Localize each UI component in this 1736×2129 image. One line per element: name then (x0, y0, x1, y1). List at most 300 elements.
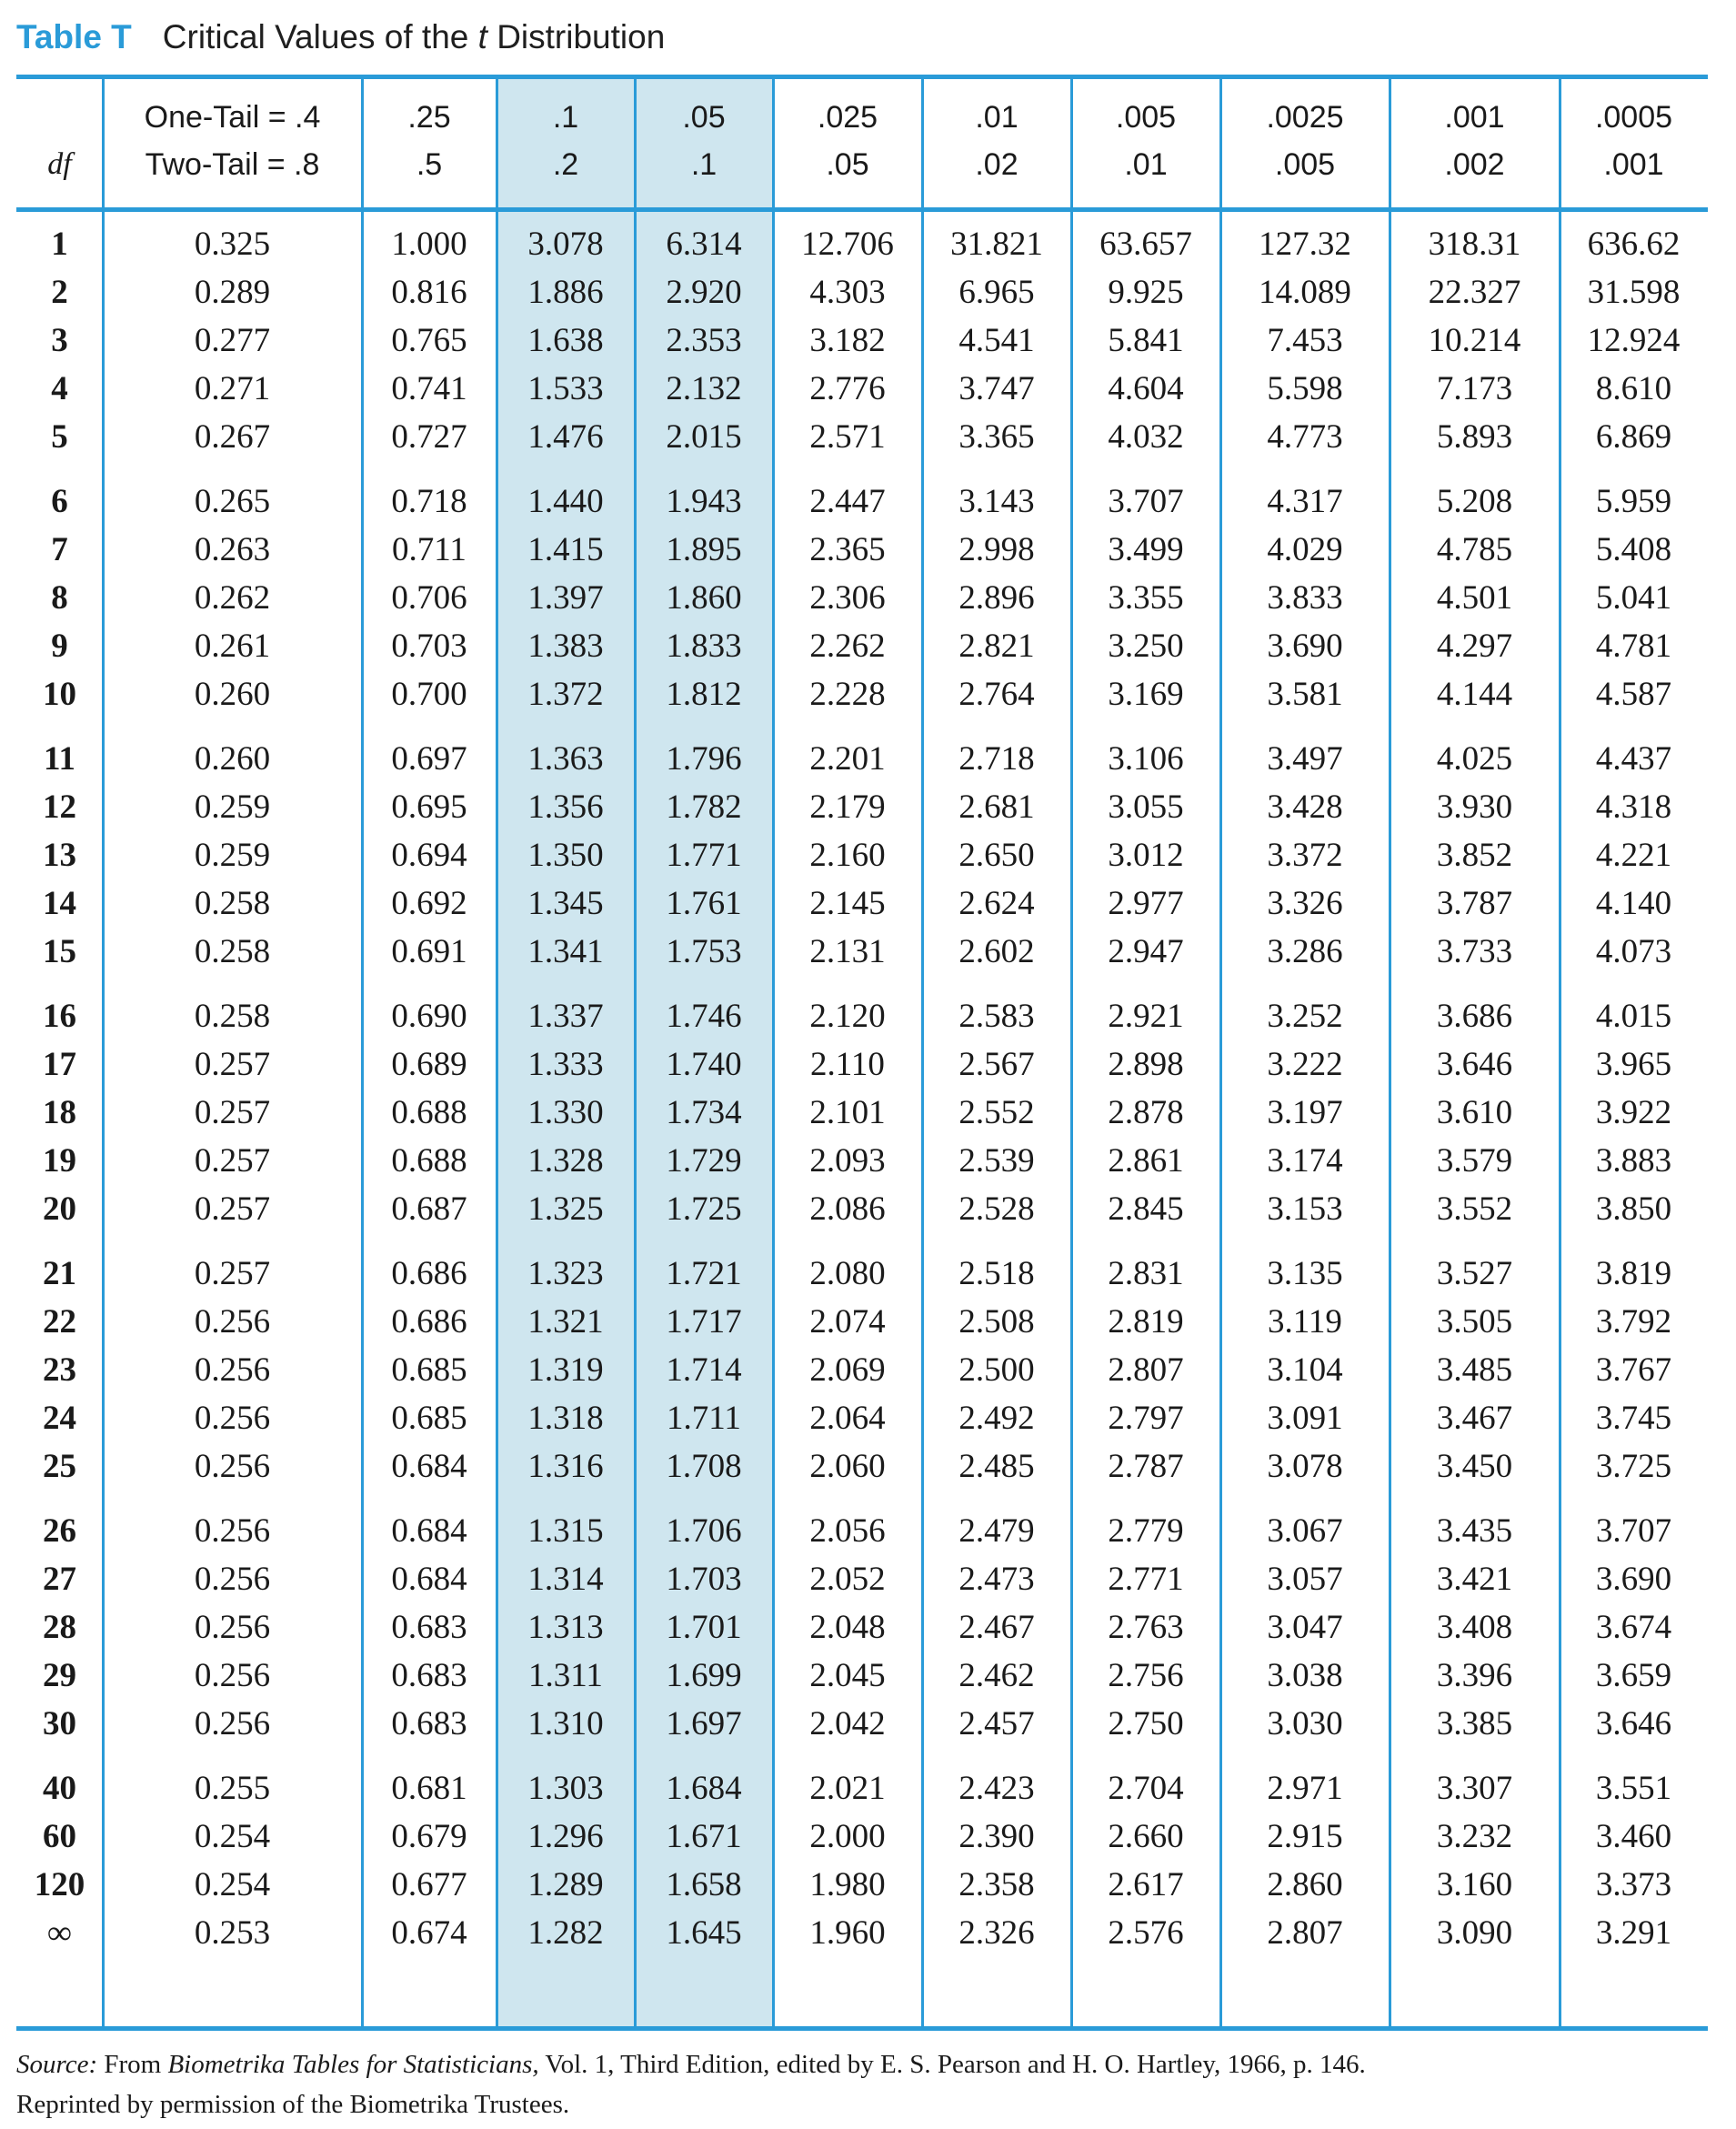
value-cell: 2.101 (809, 1094, 886, 1131)
value-cell: 1.960 (809, 1914, 886, 1952)
value-cell: 3.057 (1267, 1561, 1343, 1598)
value-cell: 1.714 (666, 1351, 742, 1389)
value-cell: 1.699 (666, 1657, 742, 1694)
value-cell: 2.145 (809, 885, 886, 922)
value-cell: 1.717 (666, 1303, 742, 1341)
df-cell: 28 (43, 1609, 76, 1646)
value-cell: 2.528 (958, 1190, 1035, 1228)
table-row (16, 735, 1708, 783)
value-cell: 1.684 (666, 1770, 742, 1807)
value-cell: 2.650 (958, 837, 1035, 874)
value-cell: 0.254 (194, 1866, 271, 1903)
value-cell: 0.685 (391, 1351, 467, 1389)
value-cell: 3.055 (1108, 788, 1184, 826)
header-two-tail: .005 (1274, 147, 1336, 182)
t-distribution-table (16, 75, 1708, 2030)
value-cell: 1.303 (527, 1770, 604, 1807)
table-row (16, 1089, 1708, 1137)
df-cell: 26 (43, 1512, 76, 1550)
value-cell: 2.353 (666, 322, 742, 359)
value-cell: 2.779 (1108, 1512, 1184, 1550)
value-cell: 1.658 (666, 1866, 742, 1903)
value-cell: 3.232 (1436, 1818, 1513, 1855)
value-cell: 2.074 (809, 1303, 886, 1341)
value-cell: 2.583 (958, 998, 1035, 1035)
value-cell: 0.686 (391, 1255, 467, 1292)
value-cell: 3.922 (1595, 1094, 1672, 1131)
header-one-tail: .0025 (1266, 100, 1344, 135)
value-cell: 14.089 (1259, 274, 1351, 311)
value-cell: 4.773 (1267, 418, 1343, 456)
df-cell: 120 (34, 1866, 85, 1903)
table-row (16, 1861, 1708, 1909)
df-cell: 7 (51, 531, 68, 568)
value-cell: 3.852 (1436, 837, 1513, 874)
table-row (16, 574, 1708, 622)
value-cell: 3.497 (1267, 740, 1343, 778)
value-cell: 0.697 (391, 740, 467, 778)
value-cell: 0.684 (391, 1512, 467, 1550)
table-row (16, 1813, 1708, 1861)
table-row (16, 831, 1708, 879)
value-cell: 1.943 (666, 483, 742, 520)
value-cell: 2.571 (809, 418, 886, 456)
value-cell: 0.694 (391, 837, 467, 874)
df-cell: 14 (43, 885, 76, 922)
value-cell: 3.787 (1436, 885, 1513, 922)
value-cell: 2.920 (666, 274, 742, 311)
value-cell: 1.397 (527, 579, 604, 617)
value-cell: 2.086 (809, 1190, 886, 1228)
header-two-tail: .02 (975, 147, 1019, 182)
value-cell: 3.408 (1436, 1609, 1513, 1646)
value-cell: 3.551 (1595, 1770, 1672, 1807)
df-cell: 29 (43, 1657, 76, 1694)
value-cell: 4.303 (809, 274, 886, 311)
bottom-rule (16, 2026, 1708, 2031)
table-row (16, 413, 1708, 461)
value-cell: 3.067 (1267, 1512, 1343, 1550)
value-cell: 1.318 (527, 1400, 604, 1437)
value-cell: 3.499 (1108, 531, 1184, 568)
value-cell: 0.265 (194, 483, 271, 520)
source-note: Source: From Biometrika Tables for Statisticians, Vol. 1, Third Edition, edited by E. S. Pearson and H. O. Hartley, 1966, p. 146. Reprinted by permission of the Biometrika Trustees. (16, 2050, 1366, 2119)
value-cell: 3.833 (1267, 579, 1343, 617)
value-cell: 2.878 (1108, 1094, 1184, 1131)
value-cell: 3.421 (1436, 1561, 1513, 1598)
value-cell: 31.821 (950, 226, 1043, 263)
value-cell: 0.690 (391, 998, 467, 1035)
value-cell: 0.691 (391, 933, 467, 970)
value-cell: 2.500 (958, 1351, 1035, 1389)
value-cell: 22.327 (1428, 274, 1521, 311)
value-cell: 0.700 (391, 676, 467, 713)
value-cell: 3.646 (1595, 1705, 1672, 1742)
value-cell: 1.310 (527, 1705, 604, 1742)
value-cell: 2.947 (1108, 933, 1184, 970)
value-cell: 2.365 (809, 531, 886, 568)
table-row (16, 1700, 1708, 1748)
value-cell: 4.144 (1436, 676, 1513, 713)
value-cell: 3.930 (1436, 788, 1513, 826)
value-cell: 3.579 (1436, 1142, 1513, 1180)
value-cell: 0.325 (194, 226, 271, 263)
value-cell: 3.674 (1595, 1609, 1672, 1646)
value-cell: 1.323 (527, 1255, 604, 1292)
value-cell: 3.012 (1108, 837, 1184, 874)
value-cell: 2.807 (1267, 1914, 1343, 1952)
value-cell: 3.690 (1267, 628, 1343, 665)
value-cell: 3.396 (1436, 1657, 1513, 1694)
value-cell: 0.684 (391, 1448, 467, 1485)
header-one-tail: One-Tail = .4 (144, 100, 321, 135)
value-cell: 2.060 (809, 1448, 886, 1485)
value-cell: 0.289 (194, 274, 271, 311)
value-cell: 0.259 (194, 788, 271, 826)
value-cell: 2.131 (809, 933, 886, 970)
value-cell: 0.256 (194, 1448, 271, 1485)
value-cell: 1.886 (527, 274, 604, 311)
table-row (16, 1652, 1708, 1700)
table-caption: Critical Values of the t Distribution (162, 18, 666, 55)
value-cell: 1.860 (666, 579, 742, 617)
value-cell: 0.684 (391, 1561, 467, 1598)
value-cell: 3.326 (1267, 885, 1343, 922)
value-cell: 3.767 (1595, 1351, 1672, 1389)
value-cell: 3.747 (958, 370, 1035, 407)
value-cell: 1.697 (666, 1705, 742, 1742)
value-cell: 2.015 (666, 418, 742, 456)
value-cell: 0.257 (194, 1094, 271, 1131)
value-cell: 0.257 (194, 1255, 271, 1292)
value-cell: 7.453 (1267, 322, 1343, 359)
table-row (16, 783, 1708, 831)
value-cell: 2.896 (958, 579, 1035, 617)
value-cell: 3.078 (527, 226, 604, 263)
value-cell: 3.252 (1267, 998, 1343, 1035)
value-cell: 3.174 (1267, 1142, 1343, 1180)
table-row (16, 1555, 1708, 1603)
value-cell: 0.257 (194, 1046, 271, 1083)
value-cell: 3.153 (1267, 1190, 1343, 1228)
value-cell: 2.052 (809, 1561, 886, 1598)
value-cell: 6.965 (958, 274, 1035, 311)
value-cell: 3.792 (1595, 1303, 1672, 1341)
value-cell: 4.781 (1595, 628, 1672, 665)
value-cell: 4.221 (1595, 837, 1672, 874)
value-cell: 2.624 (958, 885, 1035, 922)
value-cell: 3.733 (1436, 933, 1513, 970)
value-cell: 1.761 (666, 885, 742, 922)
df-cell: 20 (43, 1190, 76, 1228)
value-cell: 0.674 (391, 1914, 467, 1952)
df-cell: 18 (43, 1094, 76, 1131)
value-cell: 5.598 (1267, 370, 1343, 407)
value-cell: 2.447 (809, 483, 886, 520)
value-cell: 0.254 (194, 1818, 271, 1855)
value-cell: 1.812 (666, 676, 742, 713)
header-one-tail: .05 (682, 100, 726, 135)
df-cell: 27 (43, 1561, 76, 1598)
value-cell: 3.450 (1436, 1448, 1513, 1485)
value-cell: 0.695 (391, 788, 467, 826)
value-cell: 4.541 (958, 322, 1035, 359)
top-rule (16, 75, 1708, 79)
value-cell: 2.042 (809, 1705, 886, 1742)
value-cell: 2.479 (958, 1512, 1035, 1550)
table-row (16, 1394, 1708, 1442)
table-row (16, 1603, 1708, 1652)
value-cell: 6.869 (1595, 418, 1672, 456)
value-cell: 3.104 (1267, 1351, 1343, 1389)
value-cell: 3.883 (1595, 1142, 1672, 1180)
value-cell: 0.703 (391, 628, 467, 665)
value-cell: 2.921 (1108, 998, 1184, 1035)
table-row (16, 316, 1708, 365)
value-cell: 3.610 (1436, 1094, 1513, 1131)
value-cell: 5.893 (1436, 418, 1513, 456)
df-cell: 17 (43, 1046, 76, 1083)
value-cell: 3.965 (1595, 1046, 1672, 1083)
value-cell: 2.132 (666, 370, 742, 407)
value-cell: 3.690 (1595, 1561, 1672, 1598)
value-cell: 2.898 (1108, 1046, 1184, 1083)
value-cell: 0.262 (194, 579, 271, 617)
value-cell: 3.169 (1108, 676, 1184, 713)
value-cell: 0.683 (391, 1657, 467, 1694)
header-two-tail: .5 (416, 147, 443, 182)
table-row (16, 1442, 1708, 1491)
value-cell: 2.861 (1108, 1142, 1184, 1180)
value-cell: 3.047 (1267, 1609, 1343, 1646)
value-cell: 1.289 (527, 1866, 604, 1903)
value-cell: 1.440 (527, 483, 604, 520)
df-cell: 60 (43, 1818, 76, 1855)
value-cell: 0.687 (391, 1190, 467, 1228)
table-row (16, 622, 1708, 670)
table-row (16, 1346, 1708, 1394)
df-cell: 10 (43, 676, 76, 713)
value-cell: 0.741 (391, 370, 467, 407)
value-cell: 2.998 (958, 531, 1035, 568)
value-cell: 0.267 (194, 418, 271, 456)
value-cell: 1.796 (666, 740, 742, 778)
value-cell: 1.363 (527, 740, 604, 778)
value-cell: 2.797 (1108, 1400, 1184, 1437)
value-cell: 7.173 (1436, 370, 1513, 407)
header-two-tail: .05 (826, 147, 869, 182)
value-cell: 1.314 (527, 1561, 604, 1598)
value-cell: 2.262 (809, 628, 886, 665)
value-cell: 2.977 (1108, 885, 1184, 922)
value-cell: 2.160 (809, 837, 886, 874)
value-cell: 2.457 (958, 1705, 1035, 1742)
value-cell: 3.485 (1436, 1351, 1513, 1389)
table-row (16, 879, 1708, 928)
value-cell: 2.045 (809, 1657, 886, 1694)
df-cell: 24 (43, 1400, 76, 1437)
value-cell: 2.771 (1108, 1561, 1184, 1598)
df-cell: 23 (43, 1351, 76, 1389)
value-cell: 1.708 (666, 1448, 742, 1485)
df-cell: 2 (51, 274, 68, 311)
value-cell: 1.740 (666, 1046, 742, 1083)
value-cell: 1.533 (527, 370, 604, 407)
value-cell: 4.501 (1436, 579, 1513, 617)
table-row (16, 1185, 1708, 1233)
value-cell: 0.271 (194, 370, 271, 407)
df-cell: 11 (44, 740, 75, 778)
table-row (16, 670, 1708, 718)
value-cell: 0.679 (391, 1818, 467, 1855)
value-cell: 2.845 (1108, 1190, 1184, 1228)
value-cell: 2.764 (958, 676, 1035, 713)
value-cell: 1.645 (666, 1914, 742, 1952)
value-cell: 5.041 (1595, 579, 1672, 617)
value-cell: 1.333 (527, 1046, 604, 1083)
value-cell: 2.093 (809, 1142, 886, 1180)
value-cell: 2.807 (1108, 1351, 1184, 1389)
df-cell: 13 (43, 837, 76, 874)
value-cell: 3.819 (1595, 1255, 1672, 1292)
table-row (16, 477, 1708, 526)
value-cell: 2.750 (1108, 1705, 1184, 1742)
value-cell: 2.756 (1108, 1657, 1184, 1694)
value-cell: 4.025 (1436, 740, 1513, 778)
value-cell: 2.518 (958, 1255, 1035, 1292)
value-cell: 3.090 (1436, 1914, 1513, 1952)
value-cell: 0.256 (194, 1512, 271, 1550)
header-two-tail: .1 (690, 147, 717, 182)
value-cell: 0.259 (194, 837, 271, 874)
value-cell: 3.686 (1436, 998, 1513, 1035)
value-cell: 8.610 (1595, 370, 1672, 407)
value-cell: 1.415 (527, 531, 604, 568)
value-cell: 0.256 (194, 1609, 271, 1646)
value-cell: 1.638 (527, 322, 604, 359)
value-cell: 1.701 (666, 1609, 742, 1646)
value-cell: 1.980 (809, 1866, 886, 1903)
table-label: Table T (16, 18, 132, 55)
value-cell: 2.021 (809, 1770, 886, 1807)
table-row (16, 992, 1708, 1040)
table-row (16, 1137, 1708, 1185)
value-cell: 2.462 (958, 1657, 1035, 1694)
value-cell: 0.253 (194, 1914, 271, 1952)
value-cell: 3.106 (1108, 740, 1184, 778)
value-cell: 3.707 (1595, 1512, 1672, 1550)
value-cell: 1.383 (527, 628, 604, 665)
value-cell: 4.073 (1595, 933, 1672, 970)
value-cell: 3.038 (1267, 1657, 1343, 1694)
value-cell: 0.256 (194, 1400, 271, 1437)
value-cell: 0.255 (194, 1770, 271, 1807)
value-cell: 1.356 (527, 788, 604, 826)
value-cell: 0.711 (392, 531, 467, 568)
value-cell: 3.197 (1267, 1094, 1343, 1131)
value-cell: 3.135 (1267, 1255, 1343, 1292)
df-cell: 12 (43, 788, 76, 826)
value-cell: 0.765 (391, 322, 467, 359)
value-cell: 0.683 (391, 1609, 467, 1646)
value-cell: 12.706 (801, 226, 894, 263)
value-cell: 2.660 (1108, 1818, 1184, 1855)
value-cell: 1.703 (666, 1561, 742, 1598)
value-cell: 2.567 (958, 1046, 1035, 1083)
df-cell: 19 (43, 1142, 76, 1180)
value-cell: 2.819 (1108, 1303, 1184, 1341)
value-cell: 2.423 (958, 1770, 1035, 1807)
value-cell: 1.782 (666, 788, 742, 826)
value-cell: 127.32 (1259, 226, 1351, 263)
value-cell: 0.258 (194, 933, 271, 970)
value-cell: 2.704 (1108, 1770, 1184, 1807)
value-cell: 0.816 (391, 274, 467, 311)
value-cell: 0.688 (391, 1094, 467, 1131)
value-cell: 2.821 (958, 628, 1035, 665)
value-cell: 3.725 (1595, 1448, 1672, 1485)
value-cell: 2.326 (958, 1914, 1035, 1952)
value-cell: 3.659 (1595, 1657, 1672, 1694)
value-cell: 3.160 (1436, 1866, 1513, 1903)
value-cell: 1.833 (666, 628, 742, 665)
value-cell: 3.505 (1436, 1303, 1513, 1341)
df-cell: 25 (43, 1448, 76, 1485)
value-cell: 3.646 (1436, 1046, 1513, 1083)
header-one-tail: .25 (407, 100, 451, 135)
table-row (16, 1507, 1708, 1555)
value-cell: 4.029 (1267, 531, 1343, 568)
value-cell: 2.390 (958, 1818, 1035, 1855)
value-cell: 2.306 (809, 579, 886, 617)
header-rule (16, 207, 1708, 212)
value-cell: 1.711 (667, 1400, 741, 1437)
value-cell: 3.707 (1108, 483, 1184, 520)
value-cell: 4.785 (1436, 531, 1513, 568)
value-cell: 0.256 (194, 1303, 271, 1341)
df-cell: 5 (51, 418, 68, 456)
value-cell: 1.282 (527, 1914, 604, 1952)
value-cell: 5.841 (1108, 322, 1184, 359)
header-one-tail: .1 (552, 100, 579, 135)
df-cell: 8 (51, 579, 68, 617)
value-cell: 0.689 (391, 1046, 467, 1083)
value-cell: 4.015 (1595, 998, 1672, 1035)
value-cell: 3.355 (1108, 579, 1184, 617)
value-cell: 2.681 (958, 788, 1035, 826)
df-cell: 9 (51, 628, 68, 665)
value-cell: 0.257 (194, 1142, 271, 1180)
table-row (16, 220, 1708, 268)
value-cell: 3.373 (1595, 1866, 1672, 1903)
value-cell: 2.120 (809, 998, 886, 1035)
df-cell: 21 (43, 1255, 76, 1292)
value-cell: 318.31 (1428, 226, 1521, 263)
value-cell: 63.657 (1099, 226, 1192, 263)
value-cell: 0.258 (194, 885, 271, 922)
value-cell: 2.492 (958, 1400, 1035, 1437)
df-cell: 30 (43, 1705, 76, 1742)
value-cell: 3.182 (809, 322, 886, 359)
table-row (16, 268, 1708, 316)
table-row (16, 1298, 1708, 1346)
value-cell: 0.681 (391, 1770, 467, 1807)
value-cell: 3.030 (1267, 1705, 1343, 1742)
value-cell: 5.408 (1595, 531, 1672, 568)
value-cell: 3.385 (1436, 1705, 1513, 1742)
value-cell: 1.337 (527, 998, 604, 1035)
value-cell: 3.250 (1108, 628, 1184, 665)
